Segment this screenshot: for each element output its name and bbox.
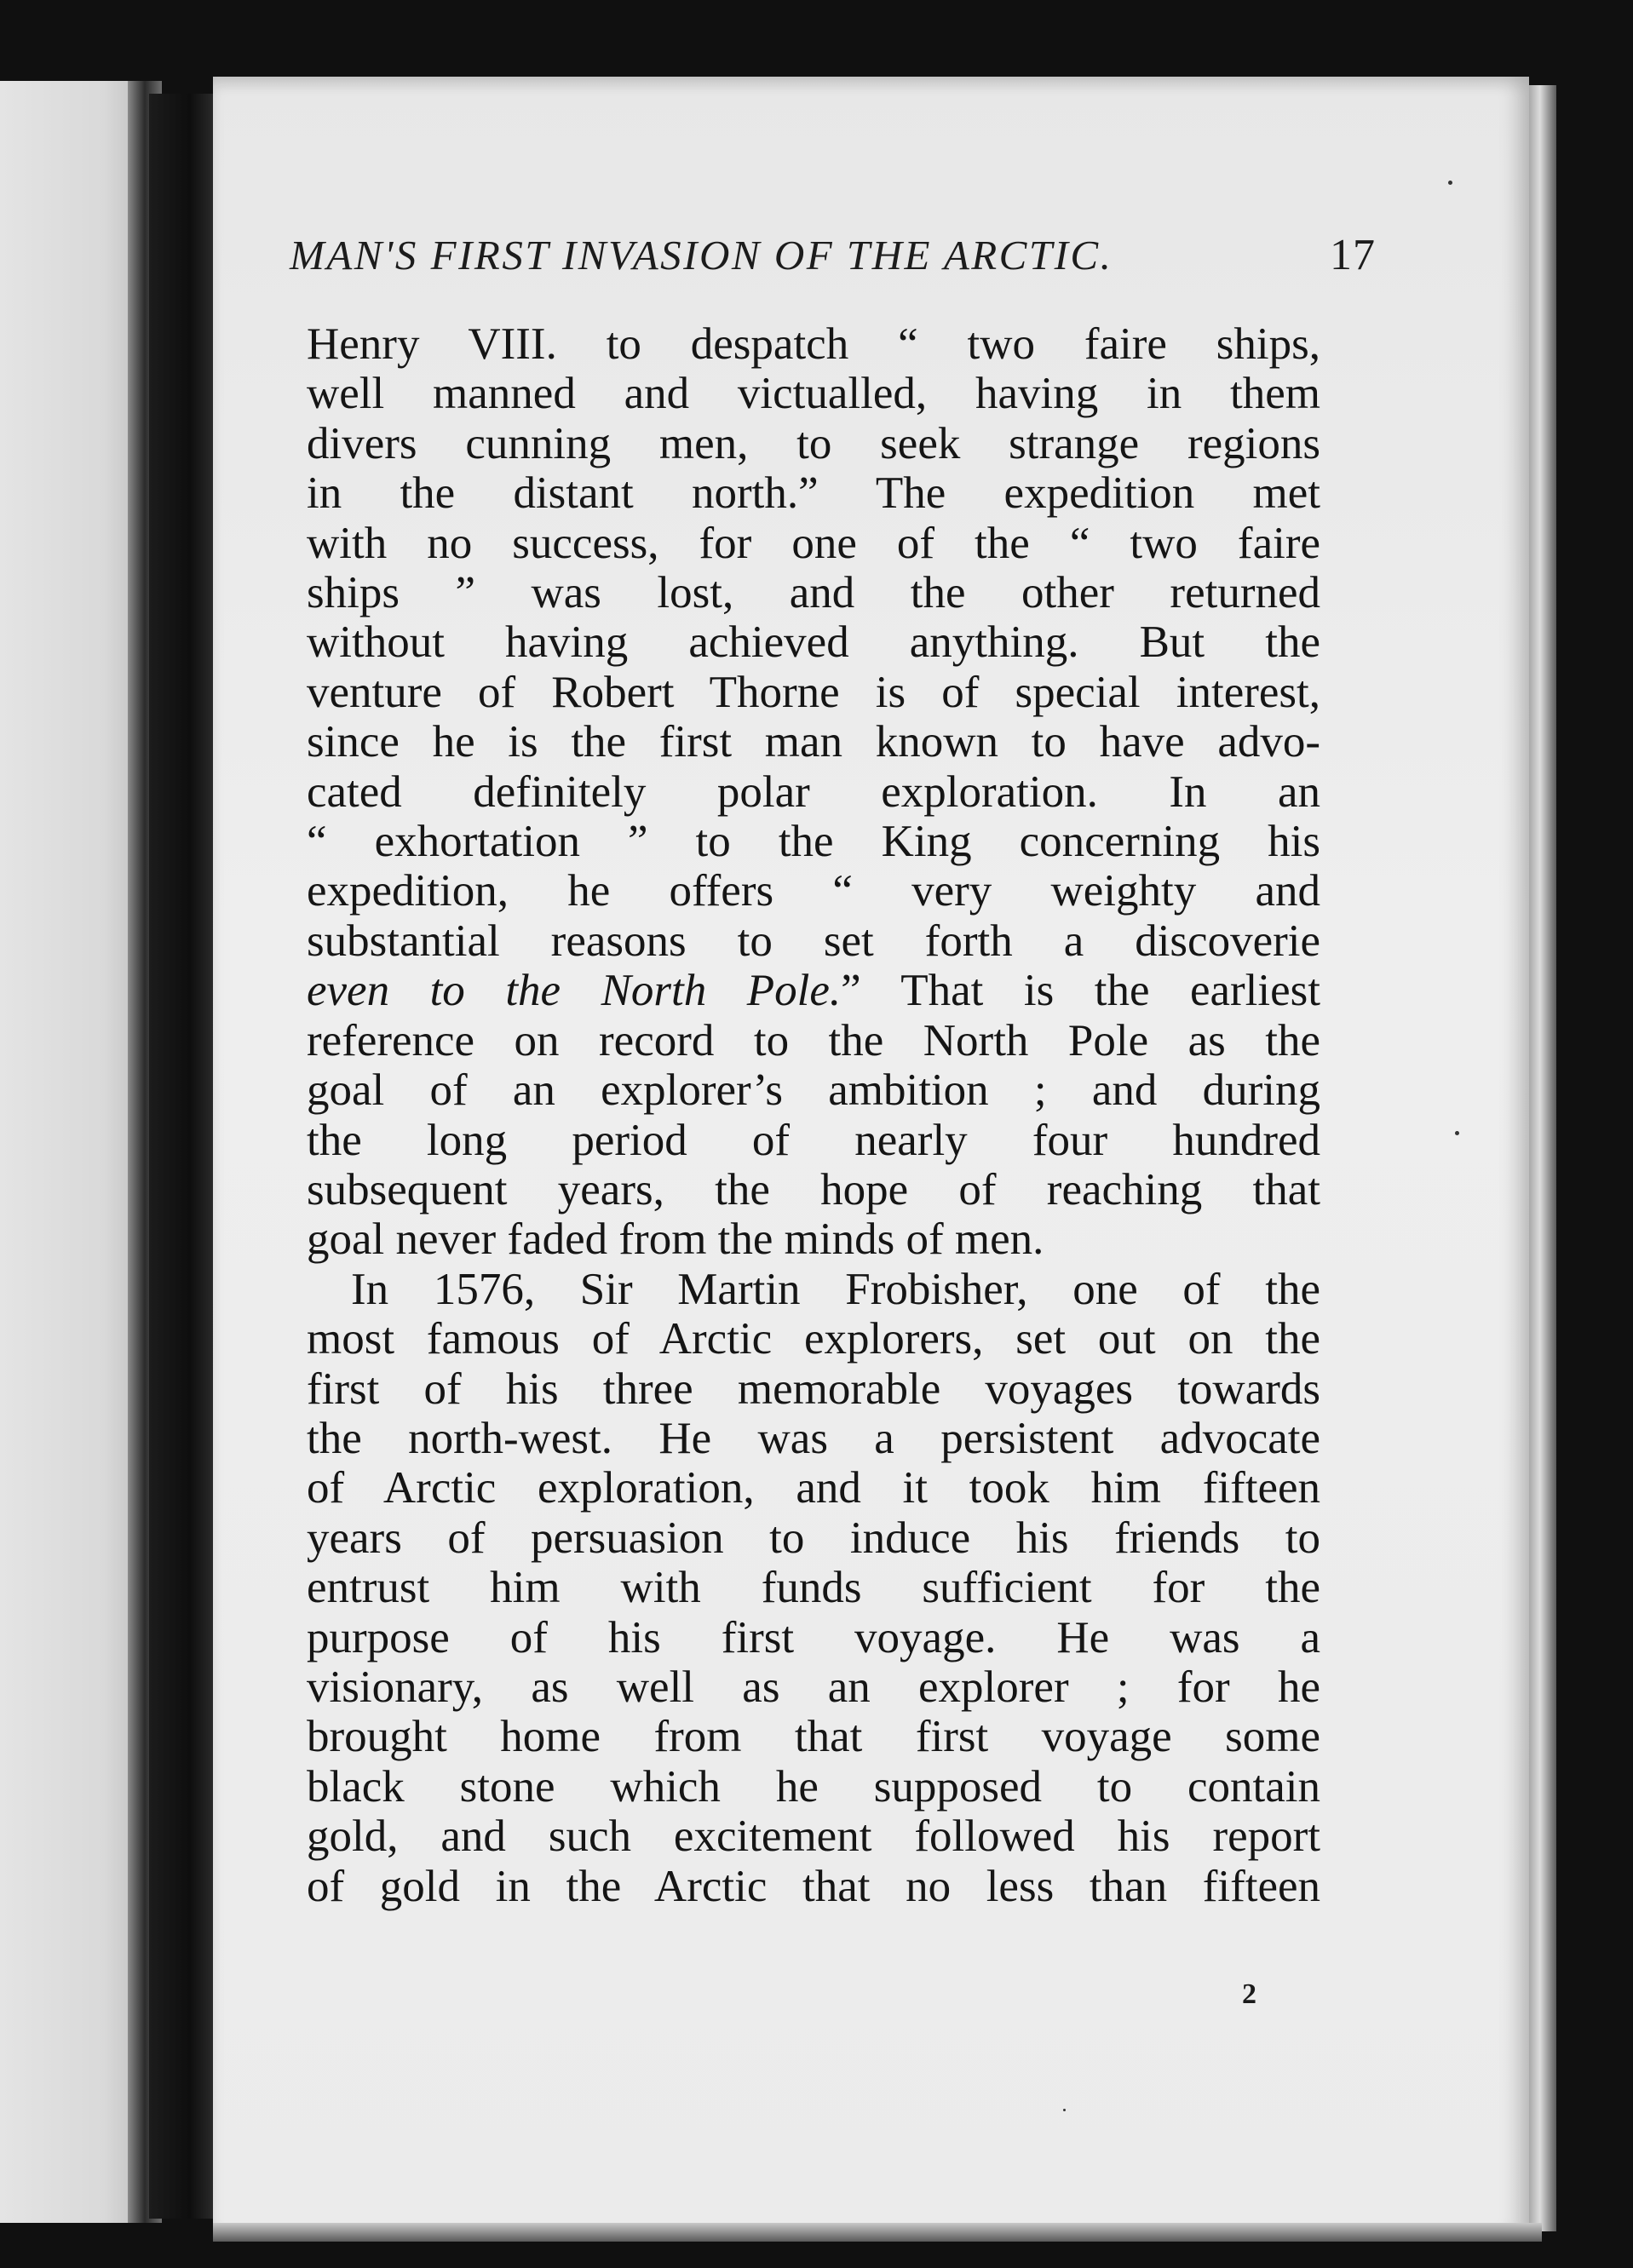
text-line: of Arctic exploration, and it took him fifteen xyxy=(307,1463,1320,1513)
text-line: goal never faded from the minds of men. xyxy=(307,1214,1044,1265)
text-line: well manned and victualled, having in them xyxy=(307,369,1320,419)
signature-mark: 2 xyxy=(1242,1978,1256,2010)
text-line: black stone which he supposed to contain xyxy=(307,1761,1320,1812)
text-line: visionary, as well as an explorer ; for he xyxy=(307,1662,1320,1712)
running-title: MAN'S FIRST INVASION OF THE ARCTIC. xyxy=(290,232,1113,278)
text-line: goal of an explorer’s ambition ; and during xyxy=(307,1065,1320,1116)
paragraph-start-line: In 1576, Sir Martin Frobisher, one of the xyxy=(351,1264,1320,1314)
page-fore-edge xyxy=(1529,85,1556,2231)
text-line: of gold in the Arctic that no less than fifteen xyxy=(307,1861,1320,1911)
text-line: expedition, he offers “ very weighty and xyxy=(307,866,1320,916)
text-line: venture of Robert Thorne is of special interest, xyxy=(307,667,1320,717)
text-line: purpose of his first voyage. He was a xyxy=(307,1612,1320,1662)
text-line: in the distant north.” The expedition met xyxy=(307,468,1320,519)
text-line: years of persuasion to induce his friends to xyxy=(307,1513,1320,1563)
text-line: ships ” was lost, and the other returned xyxy=(307,568,1320,618)
dust-speck xyxy=(1455,1131,1459,1135)
text-line: entrust him with funds sufficient for the xyxy=(307,1563,1320,1613)
text-line: the north-west. He was a persistent advocate xyxy=(307,1413,1320,1463)
italic-quote: even to the North Pole. xyxy=(307,966,842,1016)
running-head xyxy=(290,230,1376,280)
text-line: most famous of Arctic explorers, set out on the xyxy=(307,1314,1320,1364)
text-line: since he is the first man known to have advo- xyxy=(307,717,1320,767)
text-line: subsequent years, the hope of reaching that xyxy=(307,1164,1320,1214)
text-line: substantial reasons to set forth a discoverie xyxy=(307,916,1320,966)
text-line-italic xyxy=(307,966,1320,1015)
text-line: with no success, for one of the “ two faire xyxy=(307,518,1320,568)
text-line: brought home from that first voyage some xyxy=(307,1712,1320,1762)
text-line: reference on record to the North Pole as the xyxy=(307,1015,1320,1065)
text-line: gold, and such excitement followed his report xyxy=(307,1812,1320,1862)
dust-speck xyxy=(1448,181,1452,185)
binding-gutter xyxy=(149,94,217,2219)
text-line: divers cunning men, to seek strange regions xyxy=(307,418,1320,468)
text-line: the long period of nearly four hundred xyxy=(307,1115,1320,1165)
facing-page-edge xyxy=(0,81,149,2223)
text-line: without having achieved anything. But the xyxy=(307,617,1320,668)
text-line: Henry VIII. to despatch “ two faire ships, xyxy=(307,319,1320,369)
dust-speck xyxy=(1063,2109,1066,2111)
text-line: cated definitely polar exploration. In an xyxy=(307,767,1320,817)
text-line: first of his three memorable voyages towards xyxy=(307,1364,1320,1414)
body-text xyxy=(307,319,1320,1911)
page-bottom-edge xyxy=(213,2223,1542,2242)
page-number: 17 xyxy=(1330,231,1376,279)
text-line: “ exhortation ” to the King concerning his xyxy=(307,817,1320,867)
text-line-rest: ” That is the earliest xyxy=(841,966,1320,1016)
